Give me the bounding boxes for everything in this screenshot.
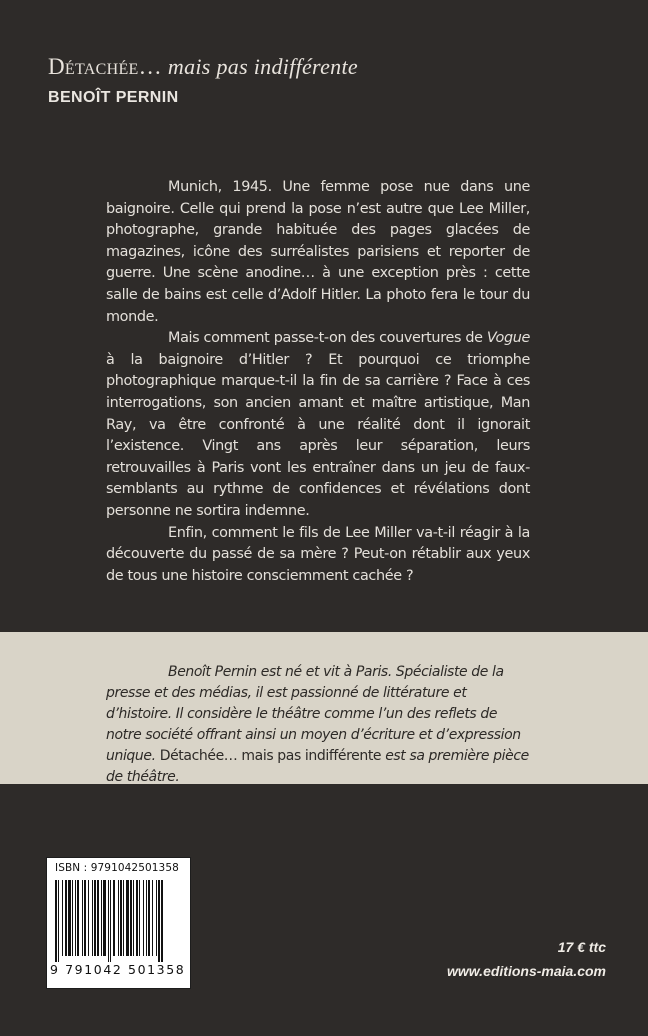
barcode-bar [108,880,109,962]
book-title-subtitle: mais pas indifférente [167,54,358,79]
barcode-bar [68,880,71,956]
barcode-bar [120,880,122,956]
bio-text-start: Benoît Pernin est né et vit à Paris. Spécialiste de la presse et des médias, il est passionné de littérature et d’histoire. Il considère le théâtre comme l’un des reflets de notre société offrant ainsi un moyen d’écriture et d’expression unique. [106,664,521,764]
book-title-main: Détachée… [48,54,162,79]
book-title [48,54,358,80]
barcode-bars [53,880,183,962]
blurb-p2-end: à la baignoire d’Hitler ? Et pourquoi ce triomphe photographique marque-t-il la fin de sa carrière ? Face à ces interrogations, son ancien amant et maître artistique, Man Ray, va être confronté à une réalité dont il ignorait l’existence. Vingt ans après leur séparation, leurs retrouvailles à Paris vont les entraîner dans un jeu de faux-semblants au rythme de confidences et révélations dont personne ne sortira indemne. [106,351,530,519]
barcode-bar [123,880,124,956]
barcode-bar [65,880,67,956]
barcode-bar [75,880,76,956]
author-bio-band [0,632,648,784]
barcode-bar [152,880,153,956]
cover-header [48,54,358,107]
barcode-bar [148,880,150,956]
isbn-label: ISBN : 9791042501358 [55,862,179,874]
author-name: BENOÎT PERNIN [48,89,179,106]
barcode-bar [146,880,147,956]
barcode-bar [139,880,140,956]
barcode-bar [88,880,89,956]
barcode-bar [161,880,163,962]
barcode-bar [55,880,57,962]
barcode-bar [94,880,96,956]
publisher-website: www.editions-maia.com [447,963,606,979]
barcode-bar [136,880,138,956]
isbn-barcode [46,857,191,989]
barcode-bar [72,880,73,956]
barcode-bar [130,880,132,956]
barcode-bar [156,880,157,956]
barcode-bar [103,880,106,956]
barcode-bar [101,880,102,956]
barcode-bar [62,880,63,956]
author-bio [106,662,534,788]
barcode-bar [97,880,99,956]
barcode-bar [143,880,144,956]
barcode-bar [158,880,160,962]
barcode-bar [84,880,86,956]
barcode-bar [58,880,59,962]
blurb-paragraph-2 [106,328,530,522]
barcode-bar [133,880,134,956]
price: 17 € ttc [557,939,606,955]
back-cover-blurb [106,177,530,587]
blurb-paragraph-1: Munich, 1945. Une femme pose nue dans une baignoire. Celle qui prend la pose n’est autre que Lee Miller, photographe, grande habituée des pages glacées de magazines, icône des surréalistes parisiens et reporter de guerre. Une scène anodine… à une exception près : cette salle de bains est celle d’Adolf Hitler. La photo fera le tour du monde. [106,179,530,325]
blurb-paragraph-3: Enfin, comment le fils de Lee Miller va-t-il réagir à la découverte du passé de sa mère ? Peut-on rétablir aux yeux de tous une histoire consciemment cachée ? [106,524,530,584]
barcode-digits: 9 791042 501358 [50,962,186,977]
barcode-bar [126,880,129,956]
blurb-p2-start: Mais comment passe-t-on des couvertures de [168,330,487,347]
vogue-title: Vogue [486,330,531,347]
bio-book-title: Détachée… mais pas indifférente [159,748,382,764]
bio-text-end: est sa première pièce de théâtre. [106,748,529,785]
barcode-bar [92,880,93,956]
barcode-bar [118,880,119,956]
barcode-bar [77,880,79,956]
barcode-bar [82,880,83,956]
barcode-bar [113,880,115,956]
barcode-bar [110,880,111,962]
